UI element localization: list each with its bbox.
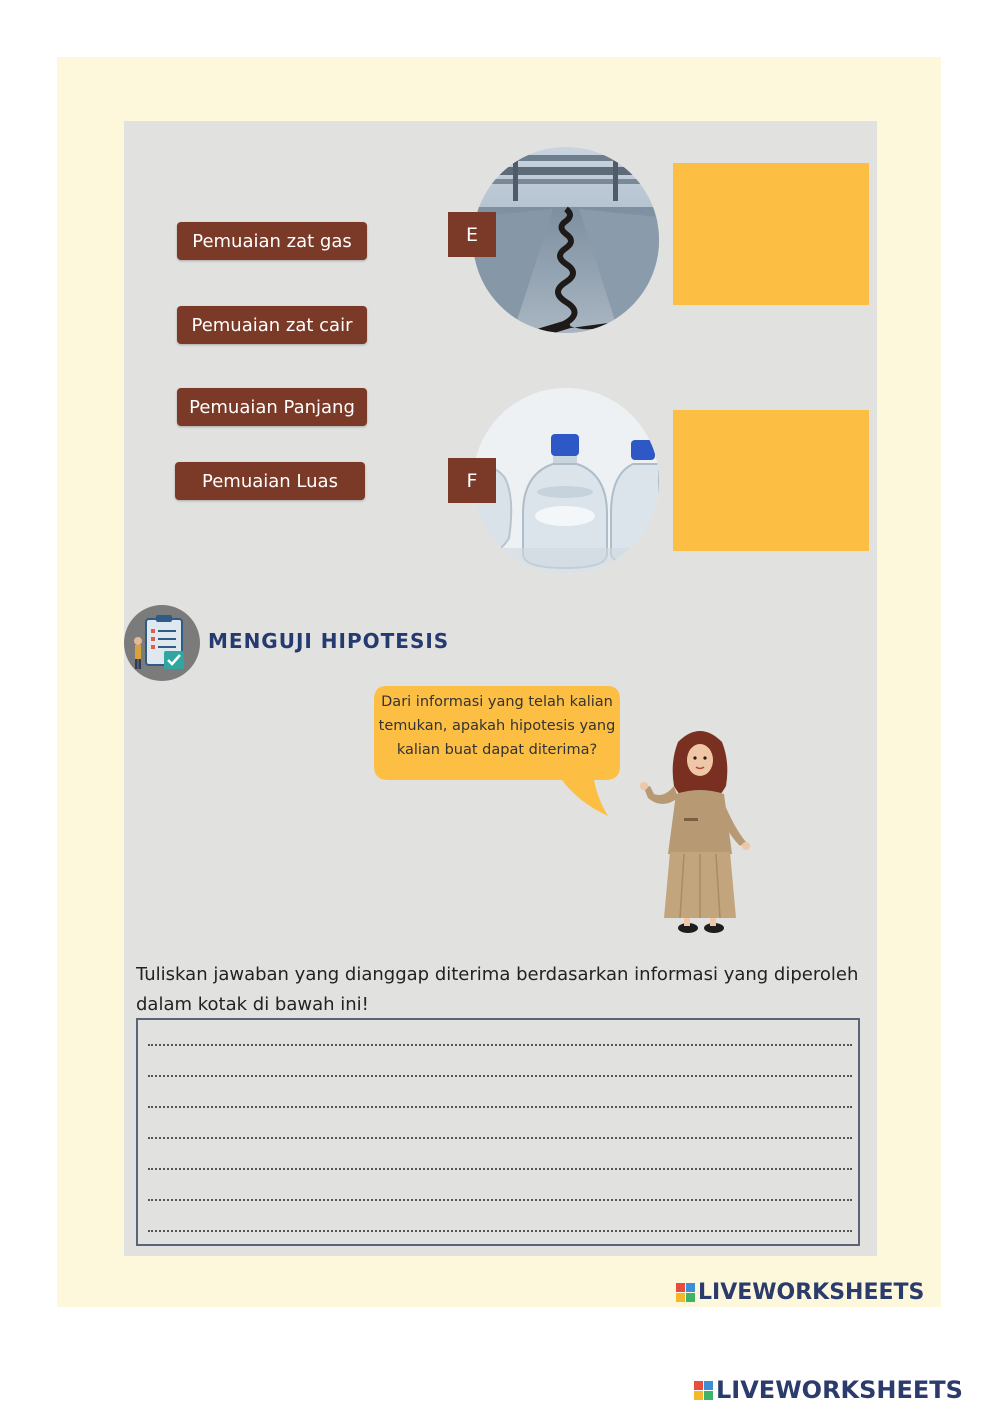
item-tag-e bbox=[448, 212, 496, 257]
item-tag-f bbox=[448, 458, 496, 503]
bubble-line: kalian buat dapat diterima? bbox=[396, 742, 598, 758]
option-pemuaian-panjang[interactable] bbox=[177, 388, 367, 426]
liveworksheets-footer-logo bbox=[694, 1376, 963, 1404]
dotted-line bbox=[148, 1168, 852, 1170]
liveworksheets-logo bbox=[676, 1280, 924, 1305]
clipboard-illustration bbox=[124, 605, 200, 681]
teacher-illustration bbox=[630, 722, 770, 942]
liveworksheets-cube-icon bbox=[694, 1381, 713, 1400]
option-label: Pemuaian Luas bbox=[202, 470, 338, 492]
rail-expansion-photo bbox=[473, 147, 659, 333]
instruction-line: dalam kotak di bawah ini! bbox=[136, 994, 369, 1015]
drop-zone-f[interactable] bbox=[673, 410, 869, 551]
answer-textarea[interactable] bbox=[148, 1029, 848, 1241]
item-letter: E bbox=[465, 223, 478, 246]
instruction-line: Tuliskan jawaban yang dianggap diterima berdasarkan informasi yang diperoleh bbox=[136, 964, 859, 985]
option-pemuaian-luas[interactable] bbox=[175, 462, 365, 500]
answer-box bbox=[136, 1018, 860, 1246]
option-label: Pemuaian zat gas bbox=[192, 230, 352, 252]
option-pemuaian-zat-gas[interactable] bbox=[177, 222, 367, 260]
bubble-line: temukan, apakah hipotesis yang bbox=[378, 718, 616, 734]
dotted-line bbox=[148, 1199, 852, 1201]
dotted-line bbox=[148, 1075, 852, 1077]
dotted-line bbox=[148, 1230, 852, 1232]
bubble-line: Dari informasi yang telah kalian bbox=[381, 694, 613, 710]
item-letter: F bbox=[466, 469, 478, 492]
rail-expansion-image bbox=[473, 147, 659, 333]
speech-bubble-text bbox=[372, 690, 622, 762]
water-bottles-photo bbox=[473, 388, 659, 574]
dotted-line bbox=[148, 1137, 852, 1139]
drop-zone-e[interactable] bbox=[673, 163, 869, 305]
dotted-line bbox=[148, 1106, 852, 1108]
option-label: Pemuaian Panjang bbox=[189, 396, 355, 418]
instruction-text bbox=[136, 960, 876, 1020]
liveworksheets-cube-icon bbox=[676, 1283, 695, 1302]
clipboard-check-icon bbox=[124, 605, 200, 681]
liveworksheets-footer-text: LIVEWORKSHEETS bbox=[716, 1376, 963, 1404]
liveworksheets-text: LIVEWORKSHEETS bbox=[698, 1280, 925, 1305]
dotted-line bbox=[148, 1044, 852, 1046]
option-pemuaian-zat-cair[interactable] bbox=[177, 306, 367, 344]
water-bottles-image bbox=[473, 388, 659, 574]
option-label: Pemuaian zat cair bbox=[191, 314, 353, 336]
section-title: MENGUJI HIPOTESIS bbox=[208, 629, 450, 653]
